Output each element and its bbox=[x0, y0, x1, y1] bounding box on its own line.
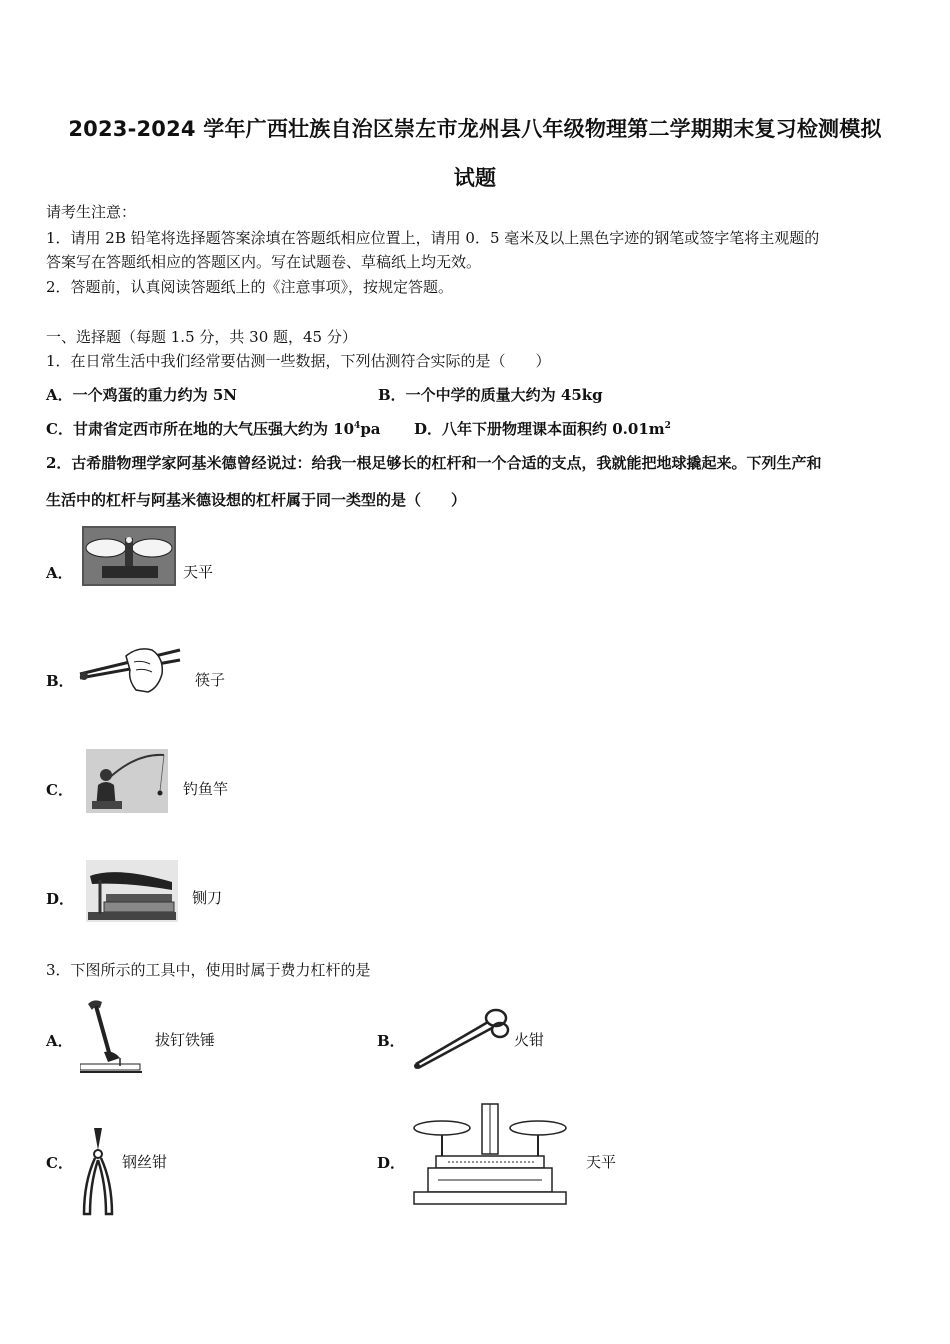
document-title-line2: 试题 bbox=[453, 166, 497, 190]
balance-scale-image bbox=[408, 1100, 572, 1214]
q3-option-c-text: 钢丝钳 bbox=[122, 1153, 168, 1171]
q2-option-a-label: A． bbox=[46, 564, 73, 582]
chopsticks-image bbox=[78, 640, 182, 694]
q3-option-c-label: C． bbox=[46, 1154, 73, 1172]
notice-item1-line2: 答案写在答题纸相应的答题区内。写在试题卷、草稿纸上均无效。 bbox=[46, 253, 482, 271]
claw-hammer-image bbox=[80, 996, 144, 1078]
document-title-line1: 2023-2024 学年广西壮族自治区崇左市龙州县八年级物理第二学期期末复习检测模拟 bbox=[68, 117, 882, 141]
hay-cutter-image bbox=[86, 860, 178, 922]
notice-item2: 2．答题前，认真阅读答题纸上的《注意事项》，按规定答题。 bbox=[46, 278, 454, 296]
q1-option-c: C．甘肃省定西市所在地的大气压强大约为 $10^4pa$ bbox=[46, 420, 381, 438]
q3-option-d-text: 天平 bbox=[586, 1153, 617, 1171]
fishing-rod-image bbox=[86, 749, 168, 813]
q2-option-b-label: B． bbox=[46, 672, 74, 690]
q2-option-d-text: 铡刀 bbox=[192, 889, 223, 907]
balance-photo-image bbox=[82, 526, 176, 586]
q1-option-d: D．八年下册物理课本面积约 $0.01m^2$ bbox=[414, 420, 671, 438]
fire-tongs-image bbox=[410, 1002, 510, 1072]
q3-stem: 3．下图所示的工具中，使用时属于费力杠杆的是 bbox=[46, 961, 371, 979]
q3-option-a-label: A． bbox=[46, 1032, 73, 1050]
section-heading: 一、选择题（每题 1.5 分，共 30 题，45 分） bbox=[46, 328, 357, 346]
q3-option-b-label: B． bbox=[377, 1032, 405, 1050]
q2-stem-line1: 2．古希腊物理学家阿基米德曾经说过：给我一根足够长的杠杆和一个合适的支点，我就能把地球撬起来。下列生产和 bbox=[46, 454, 822, 472]
notice-item1-line1: 1．请用 2B 铅笔将选择题答案涂填在答题纸相应位置上，请用 0．5 毫米及以上黑色字迹的钢笔或签字笔将主观题的 bbox=[46, 229, 820, 247]
notice-heading: 请考生注意： bbox=[46, 203, 137, 221]
q2-option-b-text: 筷子 bbox=[195, 671, 226, 689]
q2-stem-line2: 生活中的杠杆与阿基米德设想的杠杆属于同一类型的是（ ） bbox=[46, 491, 467, 509]
q2-option-d-label: D． bbox=[46, 890, 75, 908]
q2-option-c-label: C． bbox=[46, 781, 73, 799]
q2-option-c-text: 钓鱼竿 bbox=[183, 780, 229, 798]
q1-option-b: B．一个中学的质量大约为 45kg bbox=[378, 386, 603, 404]
q1-stem: 1．在日常生活中我们经常要估测一些数据，下列估测符合实际的是（ ） bbox=[46, 352, 551, 370]
q3-option-a-text: 拔钉铁锤 bbox=[155, 1031, 216, 1049]
q3-option-b-text: 火钳 bbox=[514, 1031, 545, 1049]
q1-option-a: A．一个鸡蛋的重力约为 5N bbox=[46, 386, 238, 404]
q2-option-a-text: 天平 bbox=[183, 563, 214, 581]
q3-option-d-label: D． bbox=[377, 1154, 406, 1172]
pliers-image bbox=[78, 1126, 118, 1218]
